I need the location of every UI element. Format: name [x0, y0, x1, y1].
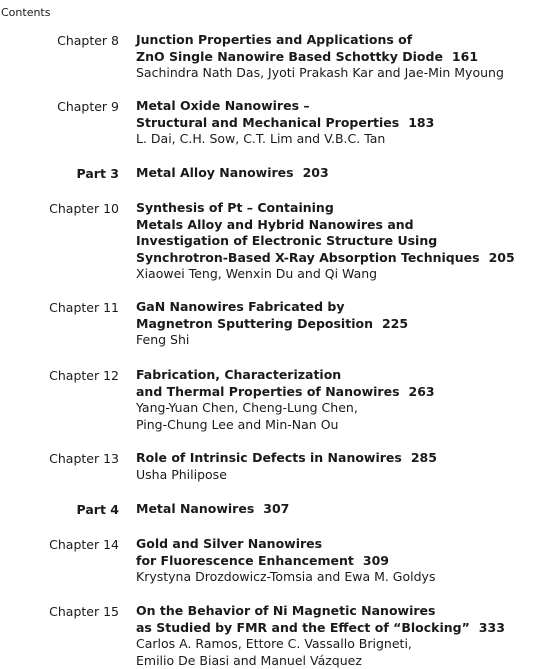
entry-title: Synthesis of Pt – Containing [136, 200, 536, 217]
running-header: Contents [1, 6, 50, 19]
entry-title: Gold and Silver Nanowires [136, 536, 536, 553]
part-title: Metal Nanowires [136, 501, 254, 516]
page-number: 161 [452, 49, 478, 64]
entry-authors: Sachindra Nath Das, Jyoti Prakash Kar and Jae-Min Myoung [136, 65, 536, 82]
entry-label: Chapter 11 [49, 299, 119, 316]
entry-authors: L. Dai, C.H. Sow, C.T. Lim and V.B.C. Tan [136, 131, 536, 148]
entry-title: as Studied by FMR and the Effect of “Blocking” [136, 620, 470, 635]
entry-label: Chapter 12 [49, 367, 119, 384]
entry-authors: Feng Shi [136, 332, 536, 349]
page-number: 203 [303, 165, 329, 180]
entry-title: and Thermal Properties of Nanowires [136, 384, 400, 399]
entry-authors: Usha Philipose [136, 467, 536, 484]
entry-title: Role of Intrinsic Defects in Nanowires [136, 450, 402, 465]
entry-title: Structural and Mechanical Properties [136, 115, 399, 130]
page-number: 333 [479, 620, 505, 635]
part-label: Part 4 [77, 501, 119, 518]
entry-title: Investigation of Electronic Structure Using [136, 233, 536, 250]
page-number: 183 [408, 115, 434, 130]
entry-authors: Krystyna Drozdowicz-Tomsia and Ewa M. Goldys [136, 569, 536, 586]
entry-label: Chapter 8 [57, 32, 119, 49]
entry-title: Magnetron Sputtering Deposition [136, 316, 373, 331]
entry-label: Chapter 10 [49, 200, 119, 217]
page-number: 309 [363, 553, 389, 568]
entry-title: Junction Properties and Applications of [136, 32, 536, 49]
page-number: 307 [263, 501, 289, 516]
entry-title: Fabrication, Characterization [136, 367, 536, 384]
page-number: 263 [409, 384, 435, 399]
entry-label: Chapter 14 [49, 536, 119, 553]
page-number: 205 [489, 250, 515, 265]
page-number: 225 [382, 316, 408, 331]
entry-title: GaN Nanowires Fabricated by [136, 299, 536, 316]
entry-label: Chapter 9 [57, 98, 119, 115]
entry-authors: Carlos A. Ramos, Ettore C. Vassallo Brigneti, [136, 636, 536, 653]
part-label: Part 3 [77, 165, 119, 182]
entry-label: Chapter 15 [49, 603, 119, 620]
entry-title: for Fluorescence Enhancement [136, 553, 354, 568]
entry-title: Synchrotron-Based X-Ray Absorption Techniques [136, 250, 480, 265]
page-number: 285 [411, 450, 437, 465]
entry-title: ZnO Single Nanowire Based Schottky Diode [136, 49, 443, 64]
entry-authors: Xiaowei Teng, Wenxin Du and Qi Wang [136, 266, 536, 283]
entry-title: On the Behavior of Ni Magnetic Nanowires [136, 603, 536, 620]
entry-authors: Ping-Chung Lee and Min-Nan Ou [136, 417, 536, 434]
entry-authors: Yang-Yuan Chen, Cheng-Lung Chen, [136, 400, 536, 417]
entry-authors: Emilio De Biasi and Manuel Vázquez [136, 653, 536, 669]
part-title: Metal Alloy Nanowires [136, 165, 294, 180]
entry-title: Metals Alloy and Hybrid Nanowires and [136, 217, 536, 234]
entry-label: Chapter 13 [49, 450, 119, 467]
entry-title: Metal Oxide Nanowires – [136, 98, 536, 115]
